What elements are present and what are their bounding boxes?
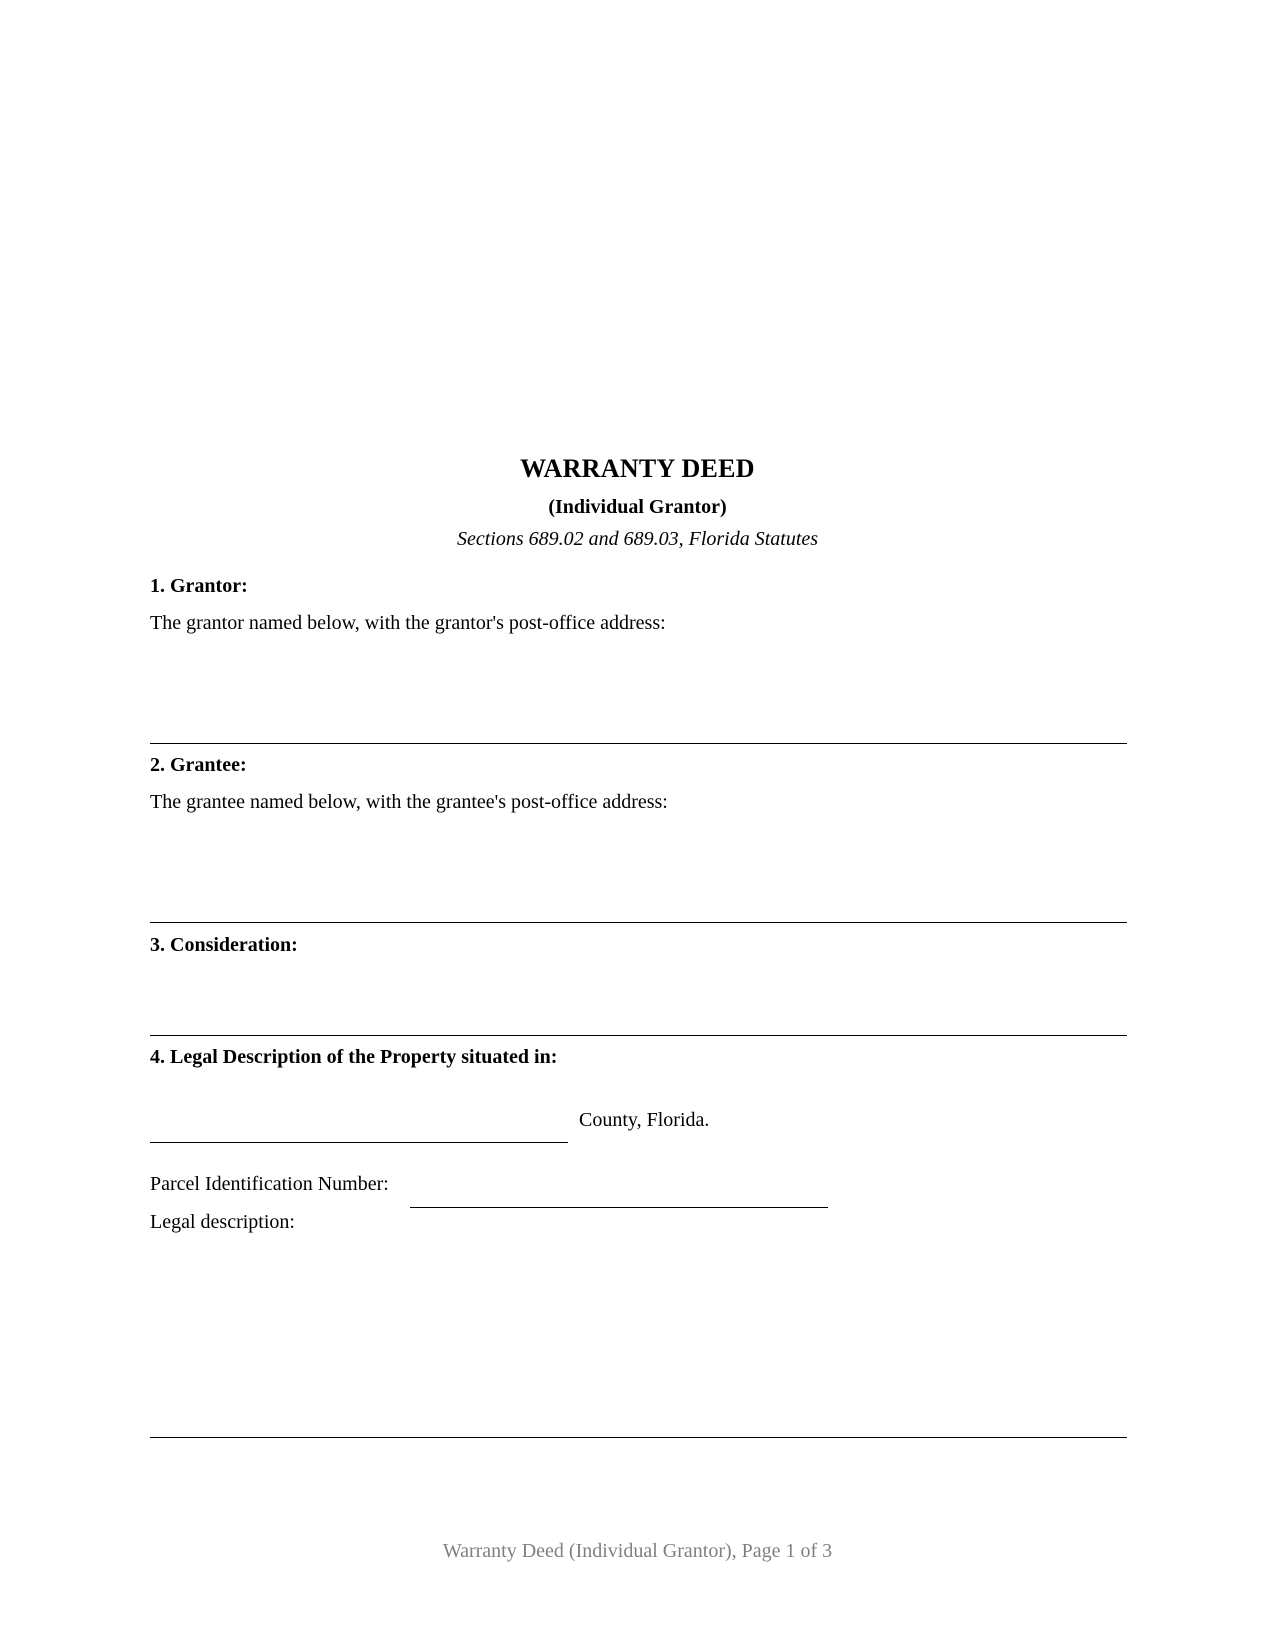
county-suffix-label: County, Florida.	[579, 1109, 710, 1131]
grantee-entry-line[interactable]	[150, 922, 1127, 923]
legal-description-label: Legal description:	[150, 1211, 295, 1233]
document-title: WARRANTY DEED	[520, 454, 755, 483]
grantee-heading: 2. Grantee:	[150, 754, 247, 776]
grantor-entry-line[interactable]	[150, 743, 1127, 744]
grantor-heading: 1. Grantor:	[150, 575, 248, 597]
statute-reference: Sections 689.02 and 689.03, Florida Statutes	[456, 528, 819, 550]
parcel-id-entry-line[interactable]	[410, 1207, 828, 1208]
legal-description-entry-line[interactable]	[150, 1437, 1127, 1438]
consideration-heading: 3. Consideration:	[150, 934, 298, 956]
parcel-id-label: Parcel Identification Number:	[150, 1173, 389, 1195]
legal-description-heading: 4. Legal Description of the Property situated in:	[150, 1046, 558, 1068]
consideration-entry-line[interactable]	[150, 1035, 1127, 1036]
grantor-instructions: The grantor named below, with the grantor's post-office address:	[150, 612, 666, 634]
grantee-instructions: The grantee named below, with the grantee's post-office address:	[150, 791, 668, 813]
page-footer: Warranty Deed (Individual Grantor), Page 1 of 3	[442, 1540, 833, 1562]
document-subtitle: (Individual Grantor)	[548, 496, 727, 518]
county-entry-line[interactable]	[150, 1142, 568, 1143]
